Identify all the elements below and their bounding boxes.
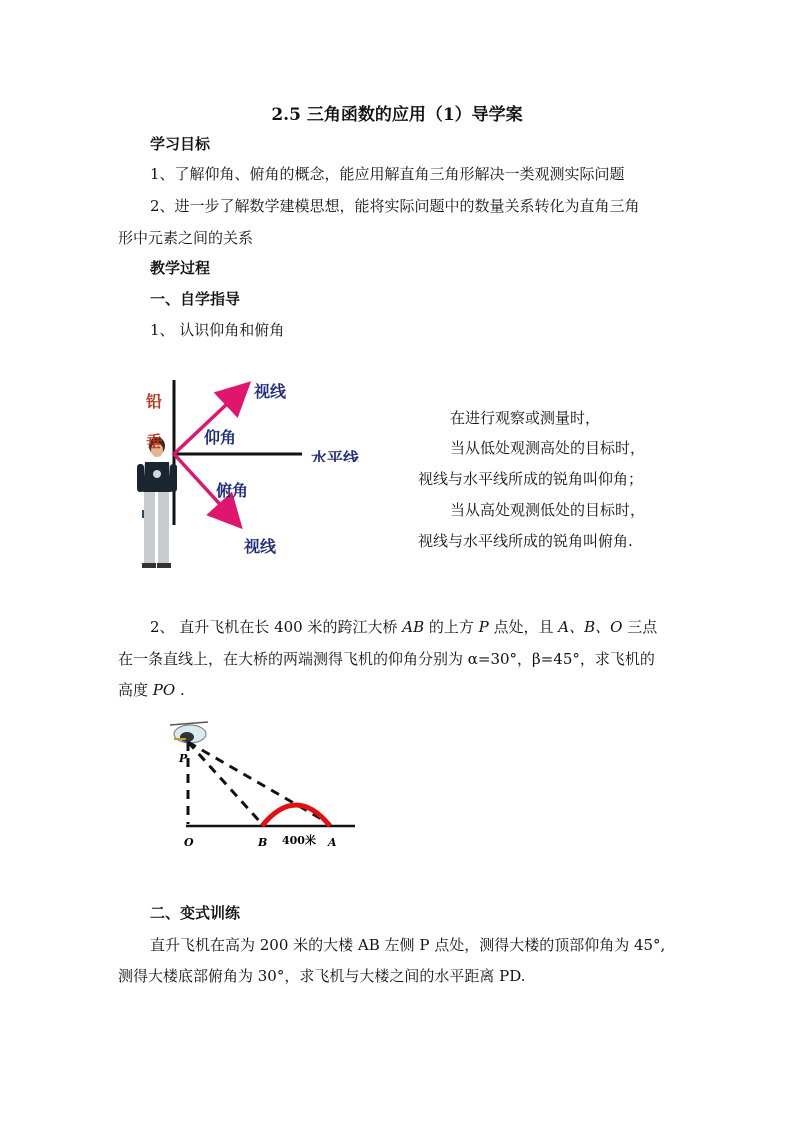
- sight-up-label: 视线: [254, 382, 287, 401]
- section-2-line1: 直升飞机在高为 200 米的大楼 AB 左侧 P 点处，测得大楼的顶部仰角为 45°,: [150, 936, 666, 954]
- problem-2-line1: 2、 直升飞机在长 400 米的跨江大桥 AB 的上方 P 点处，且 A、B、O 三点: [150, 618, 658, 636]
- point-1: 1、 认识仰角和俯角: [150, 321, 285, 339]
- process-heading: 教学过程: [150, 259, 211, 277]
- explain-line-1: 在进行观察或测量时，: [450, 409, 601, 427]
- depression-label: 俯角: [216, 481, 249, 500]
- elevation-label: 仰角: [204, 428, 237, 447]
- objective-1: 1、了解仰角、俯角的概念，能应用解直角三角形解决一类观测实际问题: [150, 165, 625, 183]
- objective-2-line1: 2、进一步了解数学建模思想，能将实际问题中的数量关系转化为直角三角: [150, 197, 640, 215]
- point-A-label: A: [328, 836, 337, 849]
- sight-down-label: 视线: [244, 537, 277, 556]
- bridge-length-label: 400米: [282, 834, 316, 847]
- vertical-label-2: 垂: [146, 432, 163, 451]
- problem-2-line2: 在一条直线上，在大桥的两端测得飞机的仰角分别为 α=30°，β=45°，求飞机的: [118, 650, 655, 668]
- explain-line-4: 当从高处观测低处的目标时，: [450, 501, 646, 519]
- problem-2-line3: 高度 PO .: [118, 681, 185, 699]
- vertical-label-1: 铅: [146, 392, 163, 411]
- sight-line-PA: [188, 742, 330, 824]
- sight-line-PB: [188, 742, 262, 824]
- explain-line-5: 视线与水平线所成的锐角叫俯角.: [418, 532, 633, 550]
- explain-line-2: 当从低处观测高处的目标时，: [450, 439, 646, 457]
- bridge-figure: [160, 712, 370, 857]
- point-O-label: O: [184, 836, 194, 849]
- point-P-label: P: [179, 752, 188, 765]
- section-1-heading: 一、自学指导: [150, 290, 241, 308]
- section-2-heading: 二、变式训练: [150, 904, 241, 922]
- explain-line-3: 视线与水平线所成的锐角叫仰角；: [418, 470, 644, 488]
- section-2-line2: 测得大楼底部俯角为 30°，求飞机与大楼之间的水平距离 PD.: [118, 967, 526, 985]
- objectives-heading: 学习目标: [150, 135, 211, 153]
- point-B-label: B: [258, 836, 268, 849]
- page-title: 2.5 三角函数的应用（1）导学案: [271, 105, 523, 125]
- bridge-arc: [262, 805, 330, 826]
- helicopter-icon: [170, 722, 208, 743]
- horizontal-label: 水平线: [311, 449, 360, 468]
- angle-figure: [120, 370, 380, 580]
- person-figure: [137, 437, 177, 568]
- objective-2-line2: 形中元素之间的关系: [118, 229, 254, 247]
